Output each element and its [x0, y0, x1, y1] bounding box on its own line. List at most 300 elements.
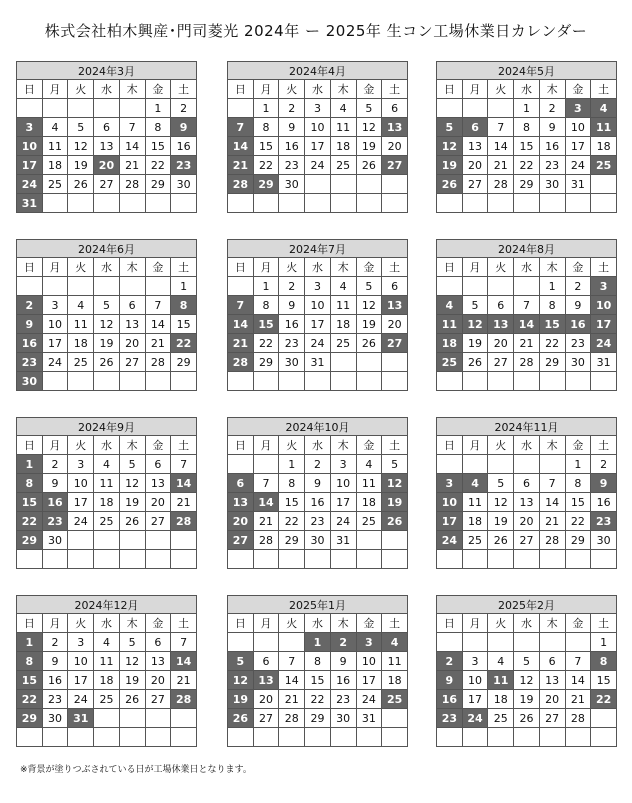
day-cell: 1 [514, 99, 540, 118]
day-cell: 15 [253, 315, 279, 334]
empty-cell [94, 99, 120, 118]
day-cell: 3 [437, 474, 463, 493]
day-cell: 22 [17, 512, 43, 531]
month-calendar [16, 417, 197, 569]
day-cell: 28 [279, 709, 305, 728]
weekday-header: 火 [488, 614, 514, 633]
day-cell: 22 [565, 512, 591, 531]
day-cell: 5 [356, 99, 382, 118]
empty-cell [145, 372, 171, 391]
weekday-header: 土 [382, 614, 408, 633]
weekday-header: 土 [171, 80, 197, 99]
empty-cell [68, 194, 94, 213]
day-cell: 25 [330, 334, 356, 353]
day-cell: 11 [356, 474, 382, 493]
day-cell: 6 [228, 474, 254, 493]
empty-cell [437, 633, 463, 652]
day-cell: 9 [42, 652, 68, 671]
empty-cell [145, 277, 171, 296]
day-cell: 27 [94, 175, 120, 194]
day-cell: 13 [119, 315, 145, 334]
month-title: 2024年8月 [437, 240, 617, 258]
day-cell: 24 [462, 709, 488, 728]
day-cell: 21 [171, 493, 197, 512]
empty-cell [488, 550, 514, 569]
empty-cell [17, 277, 43, 296]
day-cell: 18 [94, 493, 120, 512]
empty-cell [437, 99, 463, 118]
empty-cell [539, 728, 565, 747]
empty-cell [437, 277, 463, 296]
day-cell: 22 [253, 156, 279, 175]
day-cell: 18 [68, 334, 94, 353]
empty-cell [565, 194, 591, 213]
day-cell: 10 [305, 296, 331, 315]
empty-cell [488, 728, 514, 747]
day-cell: 11 [94, 474, 120, 493]
day-cell: 29 [279, 531, 305, 550]
day-cell: 9 [279, 296, 305, 315]
day-cell: 21 [253, 512, 279, 531]
month-calendar [16, 239, 197, 391]
day-cell: 1 [171, 277, 197, 296]
day-cell: 24 [17, 175, 43, 194]
day-cell: 12 [68, 137, 94, 156]
weekday-header: 日 [228, 258, 254, 277]
empty-cell [514, 372, 540, 391]
empty-cell [171, 728, 197, 747]
day-cell: 17 [591, 315, 617, 334]
day-cell: 27 [382, 334, 408, 353]
empty-cell [382, 709, 408, 728]
empty-cell [330, 175, 356, 194]
weekday-header: 水 [305, 80, 331, 99]
month-title: 2024年9月 [17, 418, 197, 436]
day-cell: 21 [119, 156, 145, 175]
empty-cell [253, 728, 279, 747]
day-cell: 18 [382, 671, 408, 690]
weekday-header: 土 [382, 436, 408, 455]
weekday-header: 火 [68, 436, 94, 455]
day-cell: 8 [145, 118, 171, 137]
weekday-header: 月 [253, 614, 279, 633]
day-cell: 9 [17, 315, 43, 334]
day-cell: 6 [119, 296, 145, 315]
day-cell: 17 [462, 690, 488, 709]
empty-cell [17, 728, 43, 747]
day-cell: 25 [591, 156, 617, 175]
day-cell: 9 [305, 474, 331, 493]
empty-cell [591, 175, 617, 194]
day-cell: 22 [145, 156, 171, 175]
day-cell: 31 [591, 353, 617, 372]
day-cell: 17 [68, 493, 94, 512]
empty-cell [17, 99, 43, 118]
empty-cell [68, 99, 94, 118]
empty-cell [514, 194, 540, 213]
day-cell: 24 [305, 156, 331, 175]
day-cell: 27 [539, 709, 565, 728]
day-cell: 3 [330, 455, 356, 474]
day-cell: 9 [437, 671, 463, 690]
day-cell: 7 [145, 296, 171, 315]
empty-cell [356, 531, 382, 550]
day-cell: 30 [171, 175, 197, 194]
day-cell: 20 [382, 315, 408, 334]
day-cell: 17 [42, 334, 68, 353]
empty-cell [119, 728, 145, 747]
empty-cell [330, 372, 356, 391]
weekday-header: 木 [539, 258, 565, 277]
month-calendar [227, 595, 408, 747]
day-cell: 6 [514, 474, 540, 493]
day-cell: 10 [356, 652, 382, 671]
day-cell: 28 [253, 531, 279, 550]
weekday-header: 日 [228, 614, 254, 633]
day-cell: 1 [565, 455, 591, 474]
day-cell: 10 [42, 315, 68, 334]
day-cell: 11 [462, 493, 488, 512]
day-cell: 24 [437, 531, 463, 550]
day-cell: 5 [356, 277, 382, 296]
weekday-header: 金 [565, 436, 591, 455]
day-cell: 5 [488, 474, 514, 493]
empty-cell [462, 99, 488, 118]
empty-cell [539, 194, 565, 213]
weekday-header: 金 [565, 80, 591, 99]
weekday-header: 水 [305, 258, 331, 277]
empty-cell [305, 175, 331, 194]
day-cell: 3 [462, 652, 488, 671]
day-cell: 22 [171, 334, 197, 353]
day-cell: 3 [17, 118, 43, 137]
day-cell: 12 [356, 296, 382, 315]
day-cell: 12 [488, 493, 514, 512]
weekday-header: 月 [42, 80, 68, 99]
empty-cell [94, 372, 120, 391]
day-cell: 13 [539, 671, 565, 690]
weekday-header: 木 [539, 436, 565, 455]
day-cell: 10 [437, 493, 463, 512]
day-cell: 2 [437, 652, 463, 671]
empty-cell [591, 372, 617, 391]
weekday-header: 月 [42, 614, 68, 633]
empty-cell [488, 372, 514, 391]
month-title: 2025年1月 [228, 596, 408, 614]
empty-cell [488, 194, 514, 213]
day-cell: 4 [382, 633, 408, 652]
day-cell: 19 [437, 156, 463, 175]
month-title: 2024年7月 [228, 240, 408, 258]
day-cell: 18 [330, 315, 356, 334]
weekday-header: 金 [145, 258, 171, 277]
day-cell: 22 [305, 690, 331, 709]
empty-cell [253, 633, 279, 652]
day-cell: 26 [94, 353, 120, 372]
day-cell: 21 [228, 334, 254, 353]
empty-cell [279, 372, 305, 391]
day-cell: 8 [539, 296, 565, 315]
month-title: 2025年2月 [437, 596, 617, 614]
day-cell: 27 [145, 512, 171, 531]
empty-cell [437, 550, 463, 569]
day-cell: 3 [305, 277, 331, 296]
weekday-header: 月 [462, 614, 488, 633]
empty-cell [382, 353, 408, 372]
day-cell: 24 [42, 353, 68, 372]
day-cell: 21 [488, 156, 514, 175]
day-cell: 25 [488, 709, 514, 728]
empty-cell [68, 372, 94, 391]
day-cell: 27 [382, 156, 408, 175]
empty-cell [382, 372, 408, 391]
empty-cell [68, 531, 94, 550]
day-cell: 30 [42, 531, 68, 550]
weekday-header: 木 [330, 80, 356, 99]
day-cell: 20 [145, 671, 171, 690]
day-cell: 12 [94, 315, 120, 334]
empty-cell [17, 550, 43, 569]
day-cell: 28 [228, 175, 254, 194]
day-cell: 8 [17, 652, 43, 671]
empty-cell [42, 194, 68, 213]
day-cell: 7 [253, 474, 279, 493]
day-cell: 19 [356, 137, 382, 156]
weekday-header: 水 [94, 614, 120, 633]
day-cell: 28 [171, 690, 197, 709]
empty-cell [462, 455, 488, 474]
day-cell: 5 [437, 118, 463, 137]
day-cell: 12 [462, 315, 488, 334]
day-cell: 6 [382, 99, 408, 118]
day-cell: 1 [17, 633, 43, 652]
day-cell: 14 [228, 315, 254, 334]
empty-cell [228, 550, 254, 569]
day-cell: 14 [171, 652, 197, 671]
day-cell: 10 [305, 118, 331, 137]
empty-cell [42, 99, 68, 118]
day-cell: 25 [94, 512, 120, 531]
day-cell: 26 [437, 175, 463, 194]
empty-cell [462, 728, 488, 747]
day-cell: 30 [279, 175, 305, 194]
footnote: ※背景が塗りつぶされている日が工場休業日となります。 [20, 765, 252, 775]
day-cell: 26 [68, 175, 94, 194]
day-cell: 25 [462, 531, 488, 550]
day-cell: 11 [330, 118, 356, 137]
day-cell: 2 [591, 455, 617, 474]
day-cell: 9 [539, 118, 565, 137]
empty-cell [330, 728, 356, 747]
empty-cell [145, 194, 171, 213]
weekday-header: 日 [17, 436, 43, 455]
day-cell: 19 [94, 334, 120, 353]
day-cell: 12 [119, 474, 145, 493]
day-cell: 15 [279, 493, 305, 512]
weekday-header: 日 [17, 258, 43, 277]
day-cell: 15 [253, 137, 279, 156]
day-cell: 23 [330, 690, 356, 709]
day-cell: 24 [565, 156, 591, 175]
day-cell: 20 [119, 334, 145, 353]
day-cell: 3 [356, 633, 382, 652]
day-cell: 24 [356, 690, 382, 709]
day-cell: 1 [17, 455, 43, 474]
day-cell: 15 [591, 671, 617, 690]
day-cell: 24 [305, 334, 331, 353]
weekday-header: 土 [591, 80, 617, 99]
day-cell: 17 [305, 315, 331, 334]
day-cell: 6 [488, 296, 514, 315]
day-cell: 23 [42, 512, 68, 531]
day-cell: 23 [279, 156, 305, 175]
empty-cell [42, 550, 68, 569]
day-cell: 28 [565, 709, 591, 728]
day-cell: 16 [591, 493, 617, 512]
day-cell: 23 [539, 156, 565, 175]
weekday-header: 日 [228, 436, 254, 455]
empty-cell [591, 728, 617, 747]
weekday-header: 日 [17, 80, 43, 99]
day-cell: 10 [17, 137, 43, 156]
empty-cell [42, 277, 68, 296]
day-cell: 23 [305, 512, 331, 531]
day-cell: 28 [171, 512, 197, 531]
empty-cell [171, 531, 197, 550]
day-cell: 4 [437, 296, 463, 315]
day-cell: 11 [591, 118, 617, 137]
weekday-header: 水 [305, 614, 331, 633]
day-cell: 25 [42, 175, 68, 194]
weekday-header: 水 [514, 80, 540, 99]
empty-cell [119, 99, 145, 118]
weekday-header: 木 [119, 614, 145, 633]
day-cell: 22 [17, 690, 43, 709]
day-cell: 9 [171, 118, 197, 137]
empty-cell [356, 372, 382, 391]
weekday-header: 日 [228, 80, 254, 99]
day-cell: 4 [591, 99, 617, 118]
day-cell: 30 [279, 353, 305, 372]
day-cell: 19 [382, 493, 408, 512]
day-cell: 22 [539, 334, 565, 353]
empty-cell [565, 633, 591, 652]
day-cell: 21 [145, 334, 171, 353]
weekday-header: 金 [145, 80, 171, 99]
day-cell: 26 [119, 690, 145, 709]
weekday-header: 日 [437, 80, 463, 99]
day-cell: 1 [253, 277, 279, 296]
day-cell: 28 [145, 353, 171, 372]
day-cell: 7 [488, 118, 514, 137]
day-cell: 11 [488, 671, 514, 690]
empty-cell [462, 277, 488, 296]
day-cell: 4 [462, 474, 488, 493]
day-cell: 9 [279, 118, 305, 137]
day-cell: 19 [488, 512, 514, 531]
day-cell: 30 [539, 175, 565, 194]
weekday-header: 水 [514, 436, 540, 455]
day-cell: 11 [42, 137, 68, 156]
empty-cell [382, 175, 408, 194]
empty-cell [119, 531, 145, 550]
day-cell: 20 [382, 137, 408, 156]
day-cell: 29 [253, 353, 279, 372]
empty-cell [171, 372, 197, 391]
day-cell: 10 [68, 652, 94, 671]
weekday-header: 月 [462, 80, 488, 99]
day-cell: 14 [253, 493, 279, 512]
weekday-header: 水 [94, 80, 120, 99]
day-cell: 5 [119, 455, 145, 474]
day-cell: 20 [514, 512, 540, 531]
weekday-header: 土 [591, 258, 617, 277]
day-cell: 2 [42, 455, 68, 474]
day-cell: 20 [228, 512, 254, 531]
weekday-header: 木 [119, 258, 145, 277]
weekday-header: 火 [68, 258, 94, 277]
empty-cell [488, 99, 514, 118]
day-cell: 9 [330, 652, 356, 671]
day-cell: 30 [305, 531, 331, 550]
day-cell: 18 [356, 493, 382, 512]
day-cell: 26 [382, 512, 408, 531]
month-calendar [436, 239, 617, 391]
day-cell: 31 [68, 709, 94, 728]
empty-cell [382, 728, 408, 747]
day-cell: 30 [17, 372, 43, 391]
empty-cell [514, 277, 540, 296]
month-calendar [227, 417, 408, 569]
day-cell: 17 [330, 493, 356, 512]
day-cell: 29 [253, 175, 279, 194]
day-cell: 7 [279, 652, 305, 671]
weekday-header: 火 [488, 436, 514, 455]
empty-cell [437, 194, 463, 213]
empty-cell [253, 372, 279, 391]
day-cell: 8 [565, 474, 591, 493]
page-title: 株式会社柏木興産･門司菱光 2024年 ー 2025年 生コン工場休業日カレンダー [44, 22, 588, 40]
day-cell: 29 [539, 353, 565, 372]
month-title: 2024年10月 [228, 418, 408, 436]
day-cell: 1 [279, 455, 305, 474]
day-cell: 4 [68, 296, 94, 315]
day-cell: 8 [591, 652, 617, 671]
day-cell: 1 [145, 99, 171, 118]
day-cell: 6 [94, 118, 120, 137]
empty-cell [68, 277, 94, 296]
day-cell: 23 [565, 334, 591, 353]
weekday-header: 木 [119, 436, 145, 455]
month-title: 2024年4月 [228, 62, 408, 80]
day-cell: 9 [42, 474, 68, 493]
day-cell: 26 [488, 531, 514, 550]
empty-cell [539, 372, 565, 391]
day-cell: 7 [171, 455, 197, 474]
weekday-header: 火 [488, 258, 514, 277]
day-cell: 15 [171, 315, 197, 334]
day-cell: 5 [228, 652, 254, 671]
day-cell: 19 [68, 156, 94, 175]
weekday-header: 金 [565, 614, 591, 633]
day-cell: 3 [68, 633, 94, 652]
empty-cell [539, 633, 565, 652]
empty-cell [462, 194, 488, 213]
empty-cell [437, 455, 463, 474]
empty-cell [539, 455, 565, 474]
weekday-header: 火 [279, 258, 305, 277]
day-cell: 29 [17, 709, 43, 728]
